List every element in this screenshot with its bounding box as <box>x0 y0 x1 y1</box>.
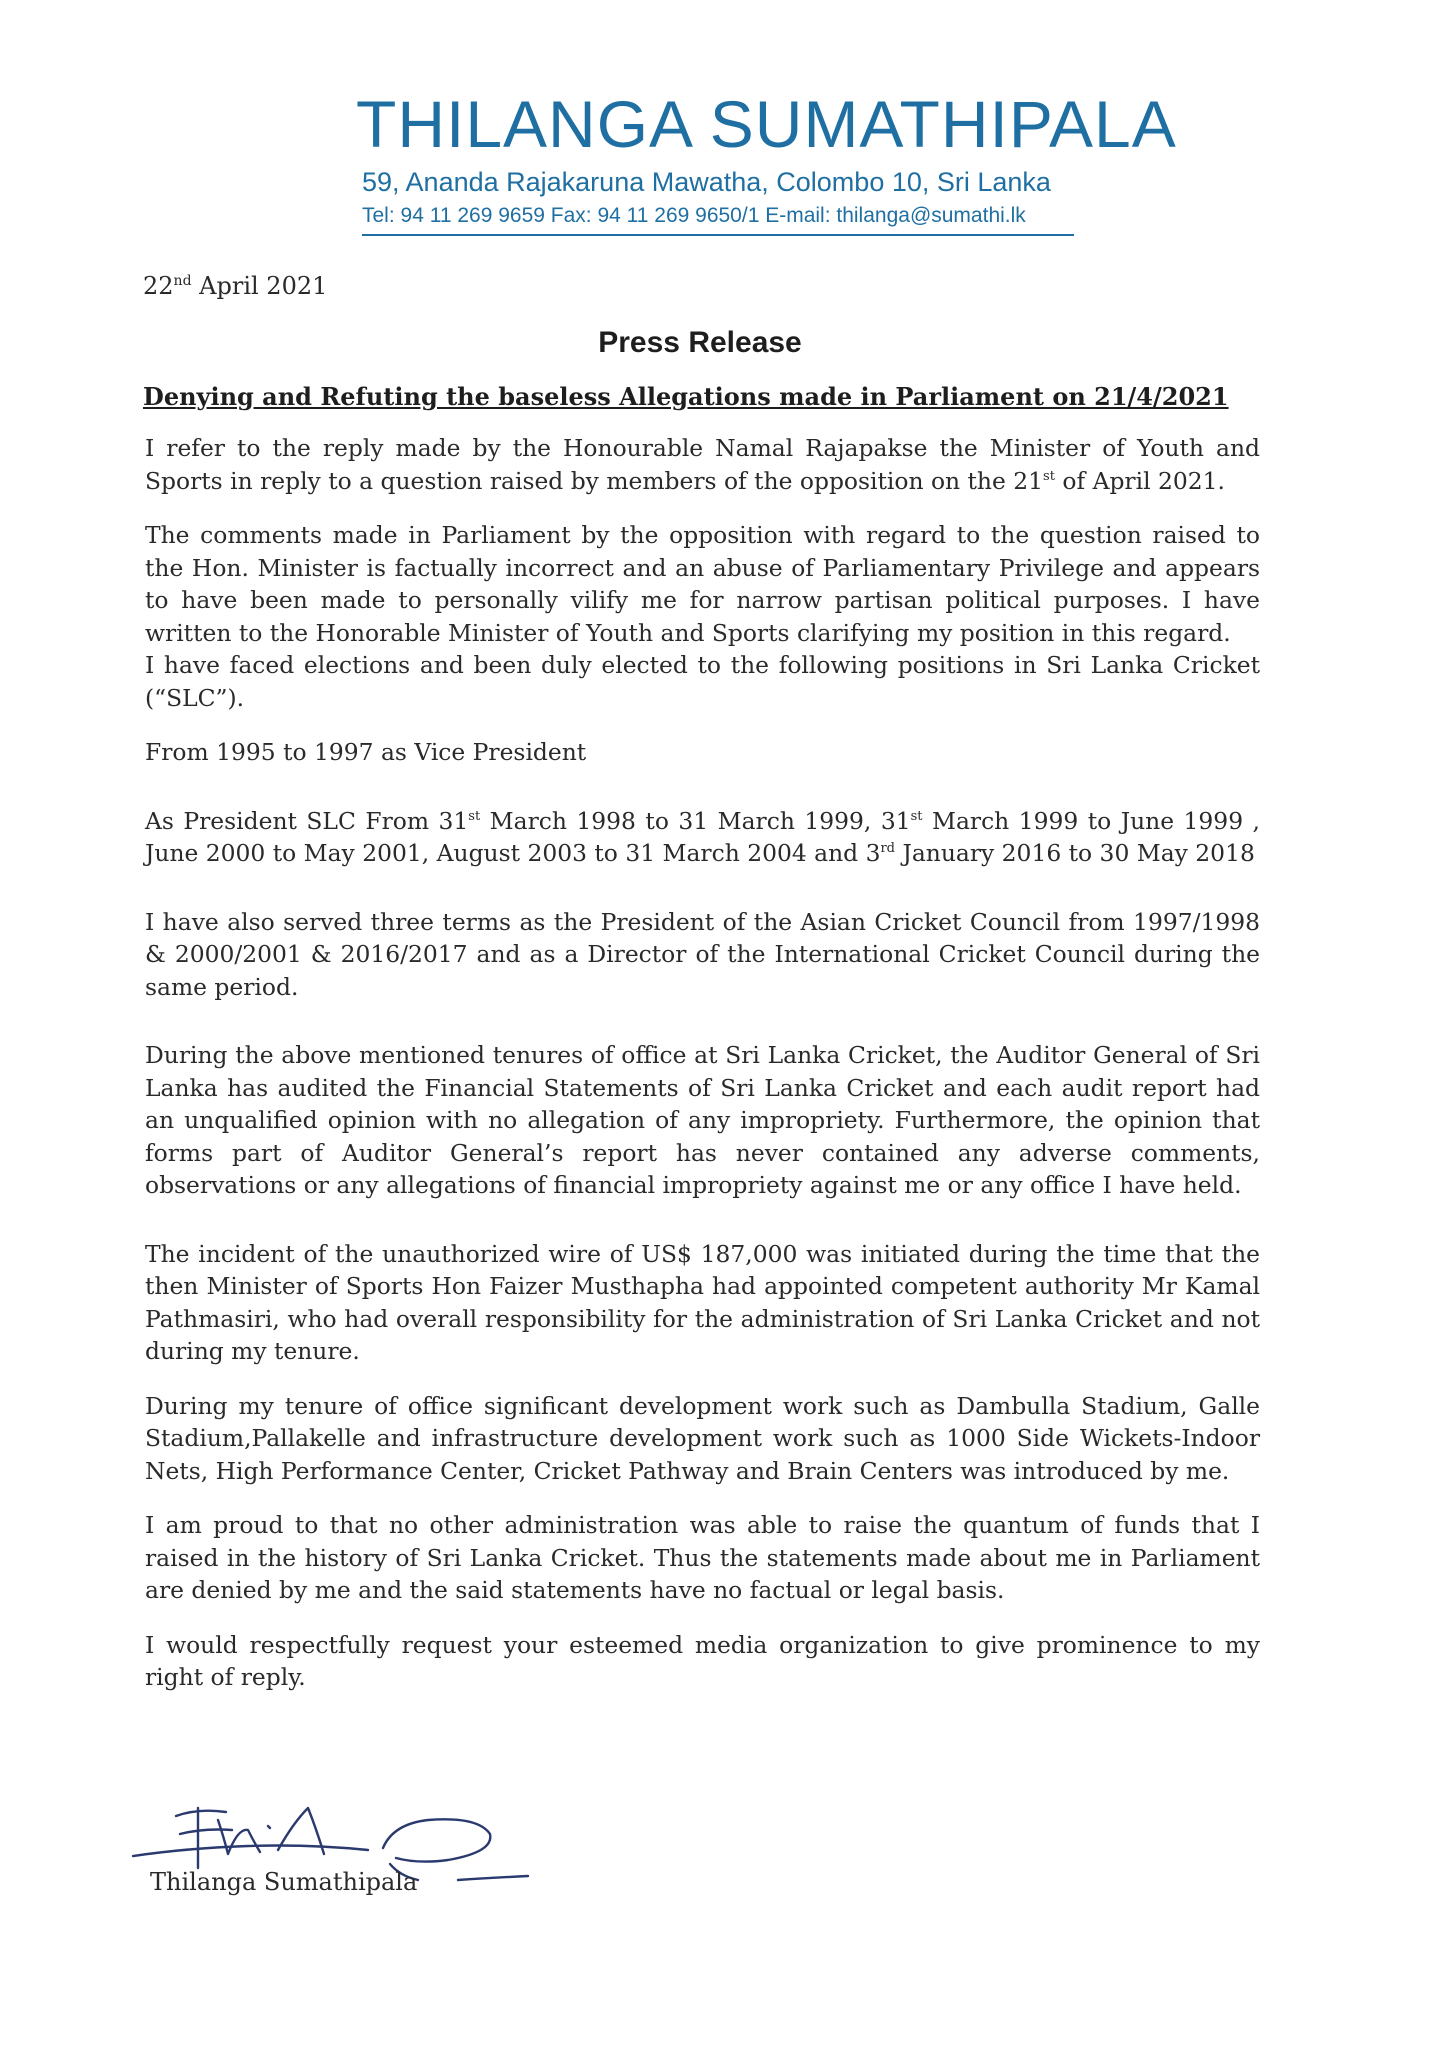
signatory-name: Thilanga Sumathipala <box>150 1868 418 1896</box>
letter-body <box>145 432 1260 1716</box>
paragraph-6: I have also served three terms as the President of the Asian Cricket Council from 1997/1998 & 2000/2001 & 2016/2017 and as a Director of the International Cricket Council during the same period. <box>145 907 1260 1001</box>
paragraph-2: The comments made in Parliament by the opposition with regard to the question raised to the Hon. Minister is factually incorrect and an abuse of Parliamentary Privilege and appears to have been made to personally vilify me for narrow partisan political purposes. I have written to the Honorable Minister of Youth and Sports clarifying my position in this regard. <box>145 521 1260 647</box>
paragraph-4: From 1995 to 1997 as Vice President <box>145 738 587 766</box>
paragraph-5: As President SLC From 31st March 1998 to 31 March 1999, 31st March 1999 to June 1999 , June 2000 to May 2001, August 2003 to 31 March 2004 and 3rd January 2016 to 30 May 2018 <box>145 806 1260 867</box>
letterhead-contact: Tel: 94 11 269 9659 Fax: 94 11 269 9650/1 E-mail: thilanga@sumathi.lk <box>362 202 1074 236</box>
letter-date: 22nd April 2021 <box>143 272 328 300</box>
document-title: Press Release <box>598 326 802 359</box>
paragraph-7: During the above mentioned tenures of office at Sri Lanka Cricket, the Auditor General of Sri Lanka has audited the Financial Statements of Sri Lanka Cricket and each audit report had an unqualified opinion with no allegation of any impropriety. Furthermore, the opinion that forms part of Auditor General’s report has never contained any adverse comments, observations or any allegations of financial impropriety against me or any office I have held. <box>145 1041 1260 1199</box>
paragraph-1: I refer to the reply made by the Honourable Namal Rajapakse the Minister of Youth and Sports in reply to a question raised by members of the opposition on the 21st of April 2021. <box>145 434 1260 495</box>
letterhead-address: 59, Ananda Rajakaruna Mawatha, Colombo 10, Sri Lanka <box>362 167 1051 197</box>
subject-line: Denying and Refuting the baseless Allegations made in Parliament on 21/4/2021 <box>143 382 1229 411</box>
paragraph-11: I would respectfully request your esteemed media organization to give prominence to my right of reply. <box>145 1630 1260 1691</box>
paragraph-3: I have faced elections and been duly elected to the following positions in Sri Lanka Cricket (“SLC”). <box>145 651 1260 712</box>
letterhead-name: THILANGA SUMATHIPALA <box>356 87 1177 161</box>
paragraph-10: I am proud to that no other administration was able to raise the quantum of funds that I raised in the history of Sri Lanka Cricket. Thus the statements made about me in Parliament are denied by me and the said statements have no factual or legal basis. <box>145 1511 1260 1604</box>
paragraph-9: During my tenure of office significant development work such as Dambulla Stadium, Galle Stadium,Pallakelle and infrastructure development work such as 1000 Side Wickets-Indoor Nets, High Performance Center, Cricket Pathway and Brain Centers was introduced by me. <box>145 1391 1260 1485</box>
paragraph-8: The incident of the unauthorized wire of US$ 187,000 was initiated during the time that the then Minister of Sports Hon Faizer Musthapha had appointed competent authority Mr Kamal Pathmasiri, who had overall responsibility for the administration of Sri Lanka Cricket and not during my tenure. <box>145 1239 1260 1365</box>
letterhead <box>330 87 1177 236</box>
